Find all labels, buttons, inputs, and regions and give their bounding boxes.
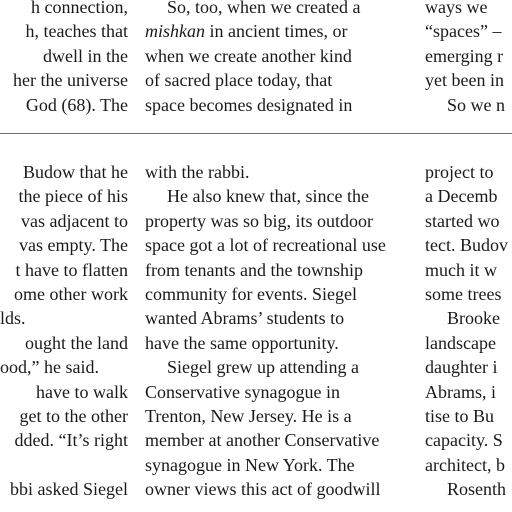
text-line: God (68). The [25,94,128,115]
text-line: synagogue in New York. The [145,454,355,475]
text-line: dded. “It’s right [14,430,128,451]
text-line: space got a lot of recreational use [145,235,386,256]
text-line: dwell in the [43,45,128,66]
text-line: have to walk [36,381,128,402]
text-line: landscape [425,332,496,353]
paragraph-start: Rosenth [447,479,507,500]
text-line: when we create another kind [145,45,352,66]
text-line: bbi asked Siegel [10,479,128,500]
text-line: of sacred place today, that [145,70,333,91]
bottom-column-right [425,160,512,501]
text-line: ought the land [25,332,128,353]
text-line: the piece of his [18,186,128,207]
text-line: community for events. Siegel [145,283,357,304]
text-line: Budow that he [23,162,128,182]
text-line: vas empty. The [19,235,128,256]
bottom-column-middle [145,160,407,501]
text-line: from tenants and the township [145,259,363,280]
text-line: lds. [0,308,26,329]
text-line: tect. Budov [425,235,508,256]
text-fragment: in ancient times, or [205,21,348,42]
text-line: tise to Bu [425,405,495,426]
text-line: have the same opportunity. [145,332,339,353]
text-line: started wo [425,210,500,231]
text-line: owner views this act of goodwill [145,479,381,500]
text-line: t have to flatten [15,259,128,280]
italic-term: mishkan [145,21,205,42]
text-line: Trenton, New Jersey. He is a [145,405,352,426]
text-line: wanted Abrams’ students to [145,308,345,329]
section-divider [0,133,512,134]
text-line: with the rabbi. [145,162,250,182]
text-line: So we n [447,94,505,115]
text-line: much it w [425,259,497,280]
text-line: ood,” he said. [0,357,99,378]
text-line: ome other work [14,283,128,304]
text-line: So, too, when we created a [167,0,361,17]
text-line: a Decemb [425,186,498,207]
text-line: project to [425,162,494,182]
text-line: yet been in [425,70,504,91]
text-line: daughter i [425,357,498,378]
text-line: vas adjacent to [21,210,128,231]
text-line: “spaces” – [425,21,502,42]
text-line: member at another Conservative [145,430,380,451]
bottom-column-left [0,160,128,501]
text-line: get to the other [19,405,128,426]
text-line: capacity. S [425,430,503,451]
text-line: ways we [425,0,488,17]
text-line: some trees [425,283,502,304]
text-line: her the universe [13,70,128,91]
top-column-left [0,0,128,117]
text-line: architect, b [425,454,505,475]
text-line: property was so big, its outdoor [145,210,373,231]
paragraph-start: He also knew that, since the [167,186,369,207]
top-column-right [425,0,512,117]
top-column-middle [145,0,407,117]
text-line [0,453,128,477]
text-line: h connection, [31,0,128,17]
paragraph-start: Siegel grew up attending a [167,357,359,378]
text-line: Abrams, i [425,381,496,402]
text-line: h, teaches that [25,21,128,42]
text-line: emerging r [425,45,504,66]
text-line [145,19,407,43]
text-line: Conservative synagogue in [145,381,340,402]
text-line: space becomes designated in [145,94,353,115]
paragraph-start: Brooke [447,308,500,329]
